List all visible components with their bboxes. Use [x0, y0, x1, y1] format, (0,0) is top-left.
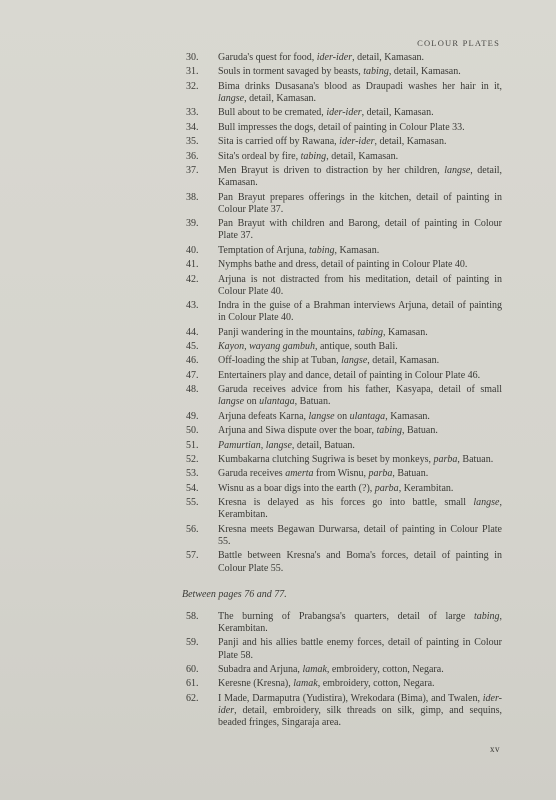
caption-text: , Batuan. — [457, 454, 494, 466]
plate-entry — [186, 384, 502, 408]
plate-caption — [218, 327, 502, 339]
italic-term: langse — [473, 497, 500, 509]
caption-text: Souls in torment savaged by beasts, — [218, 66, 364, 78]
plate-entry — [186, 52, 502, 64]
plate-caption — [218, 136, 502, 148]
caption-text: , detail, embroidery, silk threads on silk, gimp, and sequins, beaded fringes, Singaraja area. — [218, 704, 502, 729]
plate-number: 34. — [186, 121, 199, 133]
caption-text: Off-loading the ship at Tuban, — [218, 355, 342, 367]
plate-caption — [218, 274, 502, 298]
plate-entry — [186, 483, 502, 495]
plate-number: 56. — [186, 523, 199, 535]
italic-term: tabing — [357, 326, 383, 338]
plate-entry — [186, 440, 502, 452]
plate-caption — [218, 355, 502, 367]
plate-entry — [186, 497, 502, 521]
caption-text: , Batuan. — [402, 425, 438, 437]
plate-entry — [186, 81, 502, 105]
italic-term: ider-ider — [316, 52, 353, 63]
plate-caption — [218, 107, 502, 119]
caption-text: Men Brayut is driven to distraction by her children, — [218, 164, 445, 176]
plate-caption — [218, 370, 502, 382]
plate-entry — [186, 274, 502, 298]
caption-text: from Wisnu, — [313, 468, 369, 480]
plate-list-group-a — [186, 52, 502, 575]
caption-text: Sita is carried off by Rawana, — [218, 136, 340, 148]
caption-text: Panji wandering in the mountains, — [218, 326, 358, 338]
italic-term: langse — [341, 355, 368, 367]
plate-caption — [218, 218, 502, 242]
caption-text: Keresne (Kresna), — [218, 678, 294, 690]
italic-term: ulantaga — [259, 396, 295, 408]
italic-term: tabing — [473, 610, 500, 622]
caption-text: , embroidery, cotton, Negara. — [326, 663, 444, 675]
plate-number: 39. — [186, 218, 199, 230]
plate-caption — [218, 66, 502, 78]
plate-entry — [186, 245, 502, 257]
caption-text: Entertainers play and dance, detail of painting in Colour Plate 46. — [218, 369, 481, 381]
caption-text: , detail, Kamasan. — [374, 136, 447, 148]
plate-number: 41. — [186, 259, 199, 271]
plate-number: 43. — [186, 300, 199, 312]
caption-text: Bull impresses the dogs, detail of painting in Colour Plate 33. — [218, 121, 465, 133]
plate-number: 38. — [186, 191, 199, 203]
caption-text: , detail, Kamasan. — [218, 164, 502, 189]
plate-caption — [218, 497, 502, 521]
caption-text: Kresna meets Begawan Durwarsa, detail of painting in Colour Plate 55. — [218, 523, 502, 547]
plate-number: 51. — [186, 439, 199, 451]
plate-entry — [186, 259, 502, 271]
plate-entry — [186, 524, 502, 548]
plate-caption — [218, 122, 502, 134]
caption-text: , detail, Kamasan. — [326, 150, 399, 162]
italic-term: lamak — [293, 678, 318, 690]
plate-caption — [218, 411, 502, 423]
plate-number: 36. — [186, 150, 199, 162]
caption-text: Kresna is delayed as his forces go into battle, small — [218, 497, 474, 509]
plate-number: 52. — [186, 454, 199, 466]
caption-text: Garuda's quest for food, — [218, 52, 317, 63]
caption-text: , Kamasan. — [385, 410, 430, 422]
plate-caption — [218, 611, 502, 635]
plate-entry — [186, 411, 502, 423]
plate-entry — [186, 151, 502, 163]
plate-caption — [218, 664, 502, 676]
plate-number: 55. — [186, 497, 199, 509]
plate-entry — [186, 122, 502, 134]
plate-number: 54. — [186, 482, 199, 494]
caption-text: , Batuan. — [392, 468, 429, 480]
italic-term: ulantaga — [349, 410, 386, 422]
caption-text: Arjuna defeats Karna, — [218, 410, 309, 422]
italic-term: tabing — [300, 150, 327, 162]
italic-term: langse — [308, 410, 335, 422]
plate-number: 60. — [186, 663, 199, 675]
caption-text: Battle between Kresna's and Boma's forces, detail of painting in Colour Plate 55. — [218, 550, 502, 574]
running-head: COLOUR PLATES — [417, 38, 500, 48]
plate-caption — [218, 483, 502, 495]
caption-text: , Batuan. — [294, 396, 331, 408]
caption-text: , Kamasan. — [334, 244, 380, 256]
plate-caption — [218, 637, 502, 661]
caption-text: Bima drinks Dusasana's blood as Draupadi washes her hair in it, — [218, 80, 502, 92]
italic-term: parba — [374, 482, 399, 494]
plate-entry — [186, 678, 502, 690]
plate-number: 46. — [186, 355, 199, 367]
italic-term: Pamurtian, langse — [218, 439, 292, 451]
caption-text: , Kamasan. — [383, 326, 428, 338]
italic-term: Kayon, wayang gambuh — [218, 341, 315, 353]
colour-plates-list — [182, 52, 502, 732]
plate-number: 31. — [186, 66, 199, 78]
italic-term: tabing — [376, 425, 403, 437]
caption-text: Panji and his allies battle enemy forces, detail of painting in Colour Plate 58. — [218, 637, 502, 661]
plate-entry — [186, 425, 502, 437]
caption-text: Temptation of Arjuna, — [218, 244, 309, 256]
plate-caption — [218, 341, 502, 353]
plate-number: 32. — [186, 80, 199, 92]
page-number: xv — [490, 744, 500, 754]
caption-text: Indra in the guise of a Brahman interviews Arjuna, detail of painting in Colour Plate 40. — [218, 300, 502, 324]
plate-number: 59. — [186, 637, 199, 649]
plate-caption — [218, 259, 502, 271]
plate-entry — [186, 693, 502, 730]
plate-caption — [218, 678, 502, 690]
plate-caption — [218, 468, 502, 480]
plate-number: 57. — [186, 550, 199, 562]
italic-term: parba — [433, 454, 458, 466]
plate-caption — [218, 81, 502, 105]
plate-entry — [186, 637, 502, 661]
plate-number: 48. — [186, 384, 199, 396]
plate-number: 44. — [186, 326, 199, 338]
plate-number: 37. — [186, 164, 199, 176]
plate-caption — [218, 524, 502, 548]
italic-term: tabing — [308, 244, 335, 256]
caption-text: , Kerambitan. — [398, 482, 454, 494]
italic-term: parba — [368, 468, 393, 480]
plate-entry — [186, 107, 502, 119]
plate-entry — [186, 300, 502, 324]
plate-caption — [218, 550, 502, 574]
italic-term: ider-ider — [339, 136, 375, 148]
plate-caption — [218, 454, 502, 466]
plate-caption — [218, 165, 502, 189]
caption-text: Sita's ordeal by fire, — [218, 150, 301, 162]
caption-text: Pan Brayut prepares offerings in the kitchen, detail of painting in Colour Plate 37. — [218, 191, 502, 215]
plate-entry — [186, 218, 502, 242]
caption-text: on — [334, 410, 350, 422]
plate-number: 58. — [186, 610, 199, 622]
plate-entry — [186, 192, 502, 216]
caption-text: , detail, Kamasan. — [352, 52, 425, 63]
plate-number: 47. — [186, 369, 199, 381]
plate-number: 62. — [186, 692, 199, 704]
plate-entry — [186, 136, 502, 148]
plate-number: 40. — [186, 244, 199, 256]
plate-number: 61. — [186, 678, 199, 690]
plate-number: 35. — [186, 136, 199, 148]
plate-entry — [186, 664, 502, 676]
plate-entry — [186, 355, 502, 367]
plate-entry — [186, 468, 502, 480]
plate-list-group-b — [186, 611, 502, 730]
caption-text: I Made, Darmaputra (Yudistira), Wrekodara (Bima), and Twalen, — [218, 692, 483, 704]
caption-text: The burning of Prabangsa's quarters, detail of large — [218, 610, 474, 622]
caption-text: Arjuna and Siwa dispute over the boar, — [218, 425, 377, 437]
italic-term: ider-ider — [326, 107, 362, 119]
caption-text: Kumbakarna clutching Sugriwa is beset by monkeys, — [218, 454, 434, 466]
plate-number: 42. — [186, 273, 199, 285]
italic-term: tabing — [363, 66, 389, 78]
plate-number: 49. — [186, 410, 199, 422]
caption-text: Arjuna is not distracted from his meditation, detail of painting in Colour Plate 40. — [218, 273, 502, 297]
plate-entry — [186, 454, 502, 466]
caption-text: , detail, Kamasan. — [388, 66, 461, 78]
caption-text: Garuda receives — [218, 468, 286, 480]
italic-term: amerta — [285, 468, 314, 480]
plate-caption — [218, 440, 502, 452]
plate-entry — [186, 611, 502, 635]
plate-number: 30. — [186, 52, 199, 63]
italic-term: lamak — [302, 663, 327, 675]
plate-number: 50. — [186, 425, 199, 437]
caption-text: Nymphs bathe and dress, detail of painting in Colour Plate 40. — [218, 259, 468, 271]
plate-caption — [218, 693, 502, 730]
section-heading: Between pages 76 and 77. — [182, 588, 287, 600]
plate-entry — [186, 370, 502, 382]
plate-caption — [218, 425, 502, 437]
italic-term: langse — [444, 164, 471, 176]
plate-entry — [186, 550, 502, 574]
plate-caption — [218, 384, 502, 408]
plate-caption — [218, 52, 502, 64]
caption-text: , embroidery, cotton, Negara. — [317, 678, 435, 690]
caption-text: , detail, Kamasan. — [361, 107, 434, 119]
italic-term: langse — [218, 396, 245, 408]
plate-number: 33. — [186, 107, 199, 119]
italic-term: ider-ider — [218, 692, 502, 716]
caption-text: , antique, south Bali. — [314, 341, 398, 353]
caption-text: Wisnu as a boar digs into the earth (?), — [218, 482, 375, 494]
caption-text: , detail, Batuan. — [291, 439, 355, 451]
caption-text: , Kerambitan. — [218, 497, 502, 521]
caption-text: , detail, Kamasan. — [367, 355, 440, 367]
italic-term: langse — [218, 92, 245, 104]
plate-entry — [186, 66, 502, 78]
caption-text: , detail, Kamasan. — [244, 92, 317, 104]
plate-entry — [186, 165, 502, 189]
caption-text: Garuda receives advice from his father, Kasyapa, detail of small — [218, 384, 502, 396]
plate-caption — [218, 151, 502, 163]
plate-caption — [218, 300, 502, 324]
plate-number: 45. — [186, 341, 199, 353]
caption-text: , Kerambitan. — [218, 610, 502, 634]
caption-text: Bull about to be cremated, — [218, 107, 327, 119]
caption-text: Pan Brayut with children and Barong, detail of painting in Colour Plate 37. — [218, 218, 502, 242]
caption-text: Subadra and Arjuna, — [218, 663, 303, 675]
plate-number: 53. — [186, 468, 199, 480]
plate-entry — [186, 341, 502, 353]
caption-text: on — [244, 396, 260, 408]
plate-caption — [218, 245, 502, 257]
plate-caption — [218, 192, 502, 216]
plate-entry — [186, 327, 502, 339]
